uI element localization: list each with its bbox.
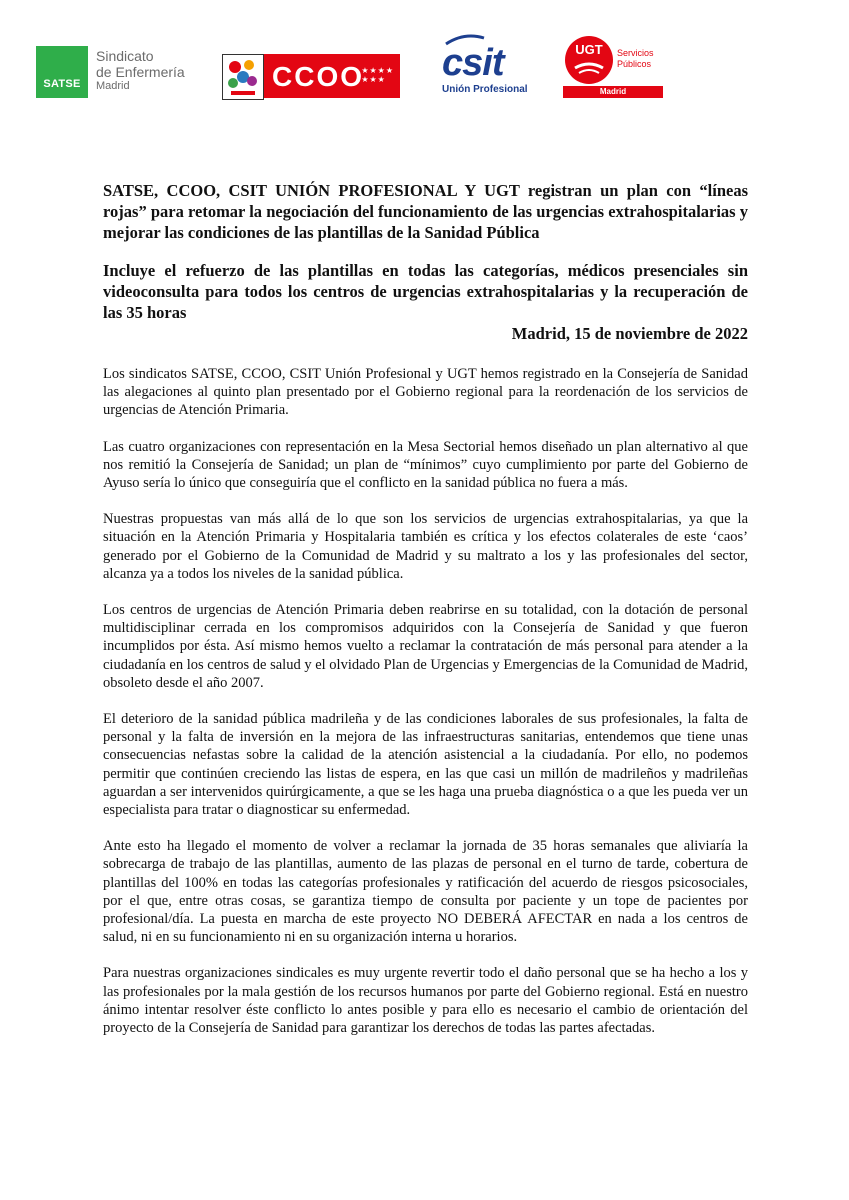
- satse-logo: [36, 46, 206, 98]
- body-paragraph: Nuestras propuestas van más allá de lo que son los servicios de urgencias extrahospitalarias, ya que la situación en la Atención Primaria y Hospitalaria también es crítica y los efectos colaterales de este ‘caos’ generado por el Gobierno de la Comunidad de Madrid y su maltrato a los y las profesionales del sector, alcanza ya a todos los niveles de la sanidad pública.: [103, 511, 748, 582]
- ccoo-logo-text: CCOO: [272, 61, 364, 92]
- csit-logo: [440, 32, 530, 100]
- ugt-logo-line1: Servicios: [617, 48, 654, 58]
- body-paragraph: Los sindicatos SATSE, CCOO, CSIT Unión Profesional y UGT hemos registrado en la Consejería de Sanidad las alegaciones al quinto plan presentado por el Gobierno regional para la reordenación de los servicios de urgencias de Atención Primaria.: [103, 366, 748, 419]
- ccoo-stars-icon: ★★★★ ★★★: [361, 66, 394, 84]
- satse-logo-line3: Madrid: [96, 80, 130, 92]
- ccoo-flower-icon: [222, 54, 264, 100]
- ugt-logo-line2: Públicos: [617, 59, 652, 69]
- press-release: [103, 180, 748, 1037]
- satse-logo-line2: de Enfermería: [96, 64, 185, 80]
- ugt-logo-bar: [563, 86, 663, 98]
- ugt-logo-text: UGT: [575, 42, 603, 57]
- body-paragraph: El deterioro de la sanidad pública madrileña y de las condiciones laborales de sus profesionales, la falta de personal y la falta de inversión en la mejora de las infraestructuras sanitarias, entendemos que tiene unas consecuencias nefastas sobre la calidad de la atención asistencial a la ciudadanía. Por ello, no podemos permitir que continúen creciendo las listas de espera, en las que casi un millón de madrileños y madrileñas aguardan a ser intervenidos quirúrgicamente, a que se les haga una prueba diagnóstica o a que les pueda ver un especialista para tratar o diagnosticar su enfermedad.: [103, 711, 748, 819]
- ccoo-logo-wordmark: [264, 54, 400, 98]
- body-paragraph: Ante esto ha llegado el momento de volver a reclamar la jornada de 35 horas semanales que aliviaría la sobrecarga de trabajo de las plantillas, aumento de las plazas de personal en el turno de tarde, cobertura de plantillas del 100% en todas las categorías profesionales y ratificación del acuerdo de riesgos psicosociales, por el que, entre otras cosas, se garantiza tiempo de consulta por paciente y un tope de pacientes por profesional/día. La puesta en marcha de este proyecto NO DEBERÁ AFECTAR en nada a los centros de salud, ni en su funcionamiento ni en su organización interna u horarios.: [103, 838, 748, 946]
- body-paragraph: Las cuatro organizaciones con representación en la Mesa Sectorial hemos diseñado un plan alternativo al que nos remitió la Consejería de Sanidad; un plan de “mínimos” cuyo cumplimiento por parte del Gobierno de Ayuso sería lo único que conseguiría que el conflicto en la sanidad pública no fuera a más.: [103, 438, 748, 492]
- satse-logo-box-text: SATSE: [43, 78, 81, 90]
- ugt-logo-bar-text: Madrid: [599, 87, 627, 96]
- ugt-handshake-icon: [565, 36, 613, 84]
- ugt-logo: [563, 34, 668, 98]
- satse-logo-mark: [36, 46, 88, 98]
- satse-logo-line1: Sindicato: [96, 48, 154, 64]
- document-dateline: Madrid, 15 de noviembre de 2022: [511, 324, 748, 343]
- csit-logo-subtitle: Unión Profesional: [442, 84, 528, 95]
- ccoo-logo: [222, 54, 400, 98]
- logo-header: [0, 0, 849, 110]
- document-subtitle: Incluye el refuerzo de las plantillas en todas las categorías, médicos presenciales sin videoconsulta para todos los centros de urgencias extrahospitalarias y la recuperación de las 35 horas: [103, 261, 748, 322]
- body-paragraph: Para nuestras organizaciones sindicales es muy urgente revertir todo el daño personal que se ha hecho a los y las profesionales por la mala gestión de los recursos humanos por parte del Gobierno regional. Está en nuestro ánimo intentar resolver éste conflicto lo antes posible y para ello es necesario el cambio de orientación del proyecto de la Consejería de Sanidad para garantizar los derechos de todas las partes afectadas.: [103, 965, 748, 1037]
- ugt-logo-label: [617, 48, 654, 70]
- body-paragraph: Los centros de urgencias de Atención Primaria deben reabrirse en su totalidad, con la dotación de personal multidisciplinar cerrada en los compromisos adquiridos con la Consejería de Sanidad y que fueron incumplidos por ésta. Así mismo hemos vuelto a reclamar la contratación de más personal para atender a la ciudadanía en los centros de salud y el olvidado Plan de Urgencias y Emergencias de la Comunidad de Madrid, obsoleto desde el año 2007.: [103, 602, 748, 691]
- ugt-logo-circle: [565, 36, 613, 84]
- document-title: SATSE, CCOO, CSIT UNIÓN PROFESIONAL Y UGT registran un plan con “líneas rojas” para retomar la negociación del funcionamiento de las urgencias extrahospitalarias y mejorar las condiciones de las plantillas de la Sanidad Pública: [103, 181, 748, 242]
- csit-logo-text: csit: [442, 42, 504, 84]
- satse-logo-text: [96, 48, 185, 93]
